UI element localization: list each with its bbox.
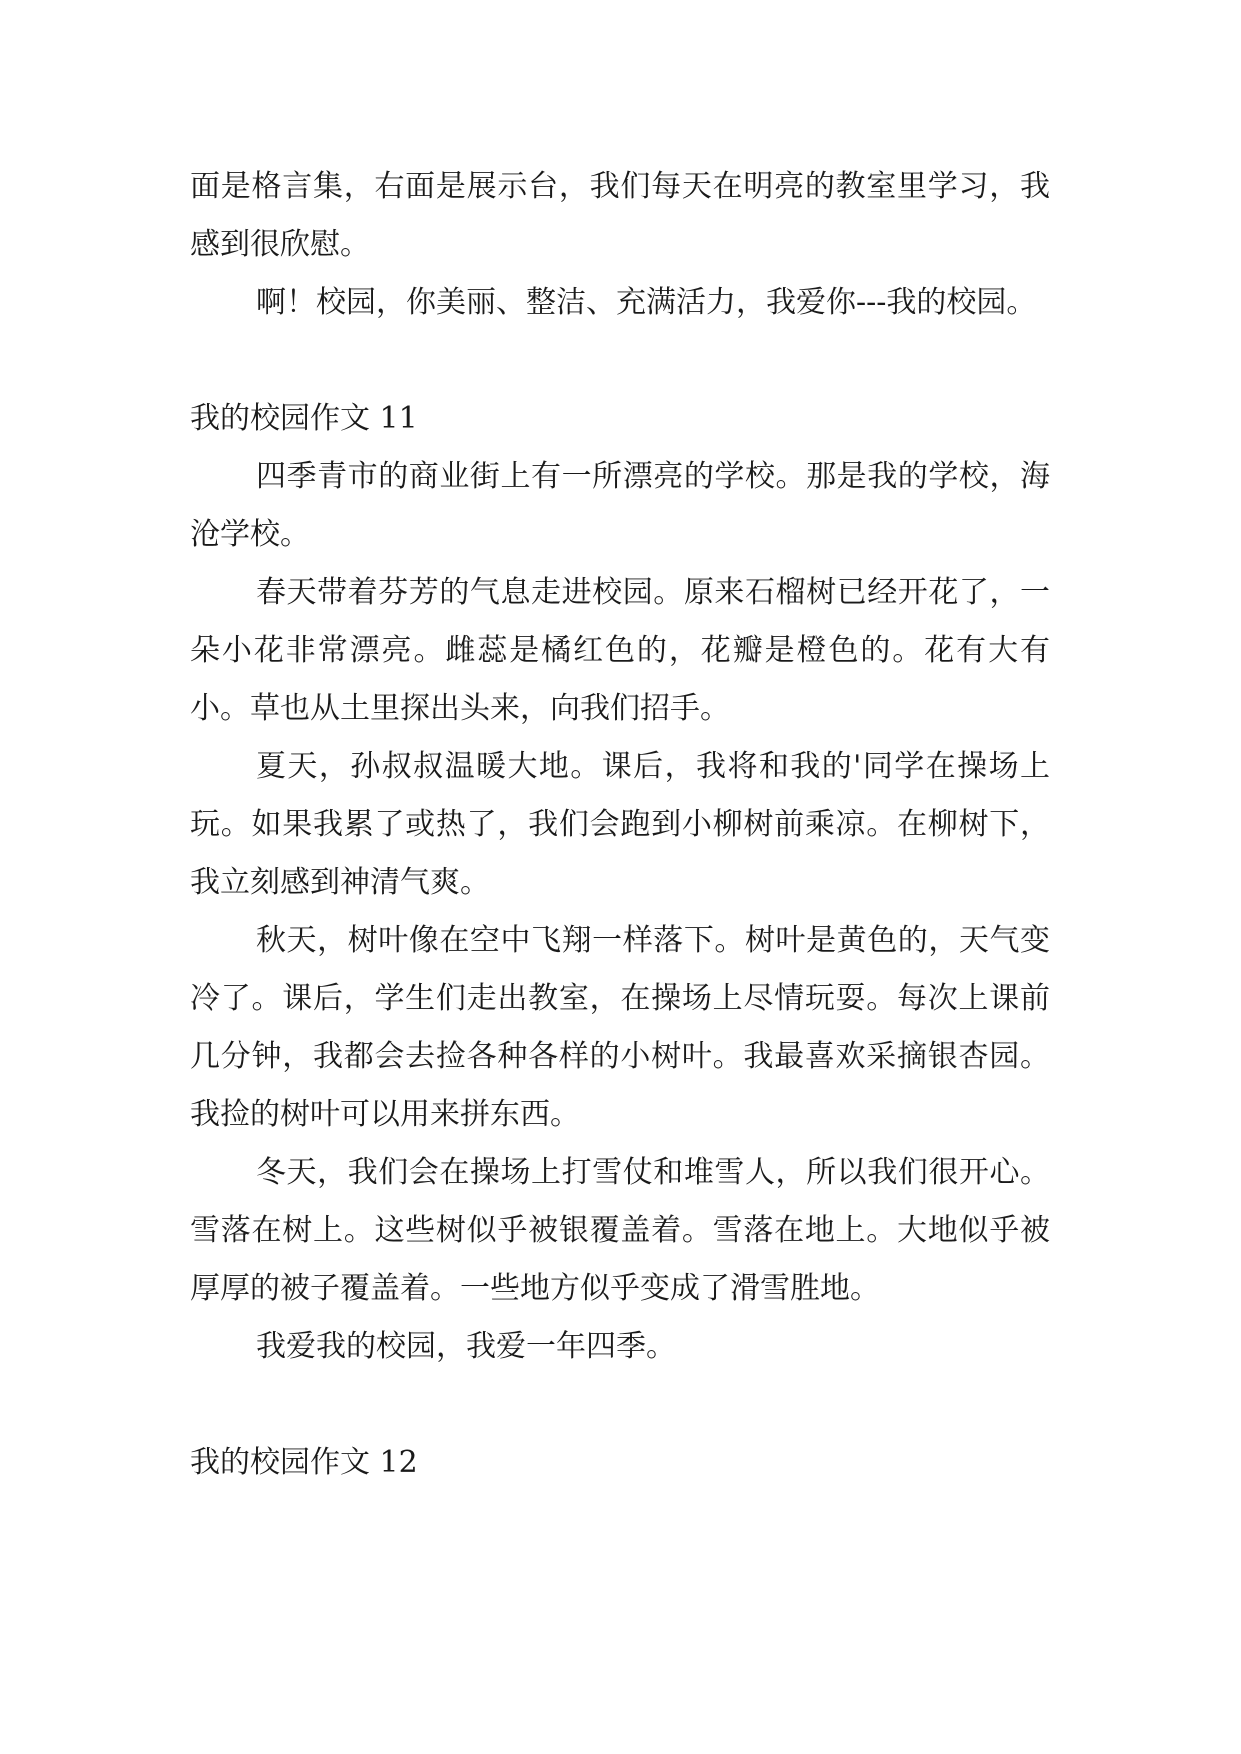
document-body (190, 158, 1050, 1492)
essay-11-title: 我的校园作文 11 (190, 401, 418, 436)
section-gap (190, 1376, 1050, 1434)
essay-12-title: 我的校园作文 12 (190, 1445, 418, 1480)
essay-11-paragraph-4: 秋天，树叶像在空中飞翔一样落下。树叶是黄色的，天气变冷了。课后，学生们走出教室，在操场上尽情玩耍。每次上课前几分钟，我都会去捡各种各样的小树叶。我最喜欢采摘银杏园。我捡的树叶可以用来拼东西。 (190, 923, 1050, 1132)
section-gap (190, 332, 1050, 390)
essay-11-paragraph-5: 冬天，我们会在操场上打雪仗和堆雪人，所以我们很开心。雪落在树上。这些树似乎被银覆盖着。雪落在地上。大地似乎被厚厚的被子覆盖着。一些地方似乎变成了滑雪胜地。 (190, 1155, 1050, 1306)
essay-11-paragraph-2: 春天带着芬芳的气息走进校园。原来石榴树已经开花了，一朵小花非常漂亮。雌蕊是橘红色的，花瓣是橙色的。花有大有小。草也从土里探出头来，向我们招手。 (190, 575, 1050, 726)
essay-11-paragraph-1: 四季青市的商业街上有一所漂亮的学校。那是我的学校，海沧学校。 (190, 459, 1050, 552)
continued-paragraph: 面是格言集，右面是展示台，我们每天在明亮的教室里学习，我感到很欣慰。 (190, 169, 1050, 262)
closing-paragraph: 啊！校园，你美丽、整洁、充满活力，我爱你---我的校园。 (256, 285, 1037, 320)
essay-11-paragraph-3: 夏天，孙叔叔温暖大地。课后，我将和我的'同学在操场上玩。如果我累了或热了，我们会跑到小柳树前乘凉。在柳树下，我立刻感到神清气爽。 (190, 749, 1050, 900)
essay-11-paragraph-6: 我爱我的校园，我爱一年四季。 (256, 1329, 676, 1364)
